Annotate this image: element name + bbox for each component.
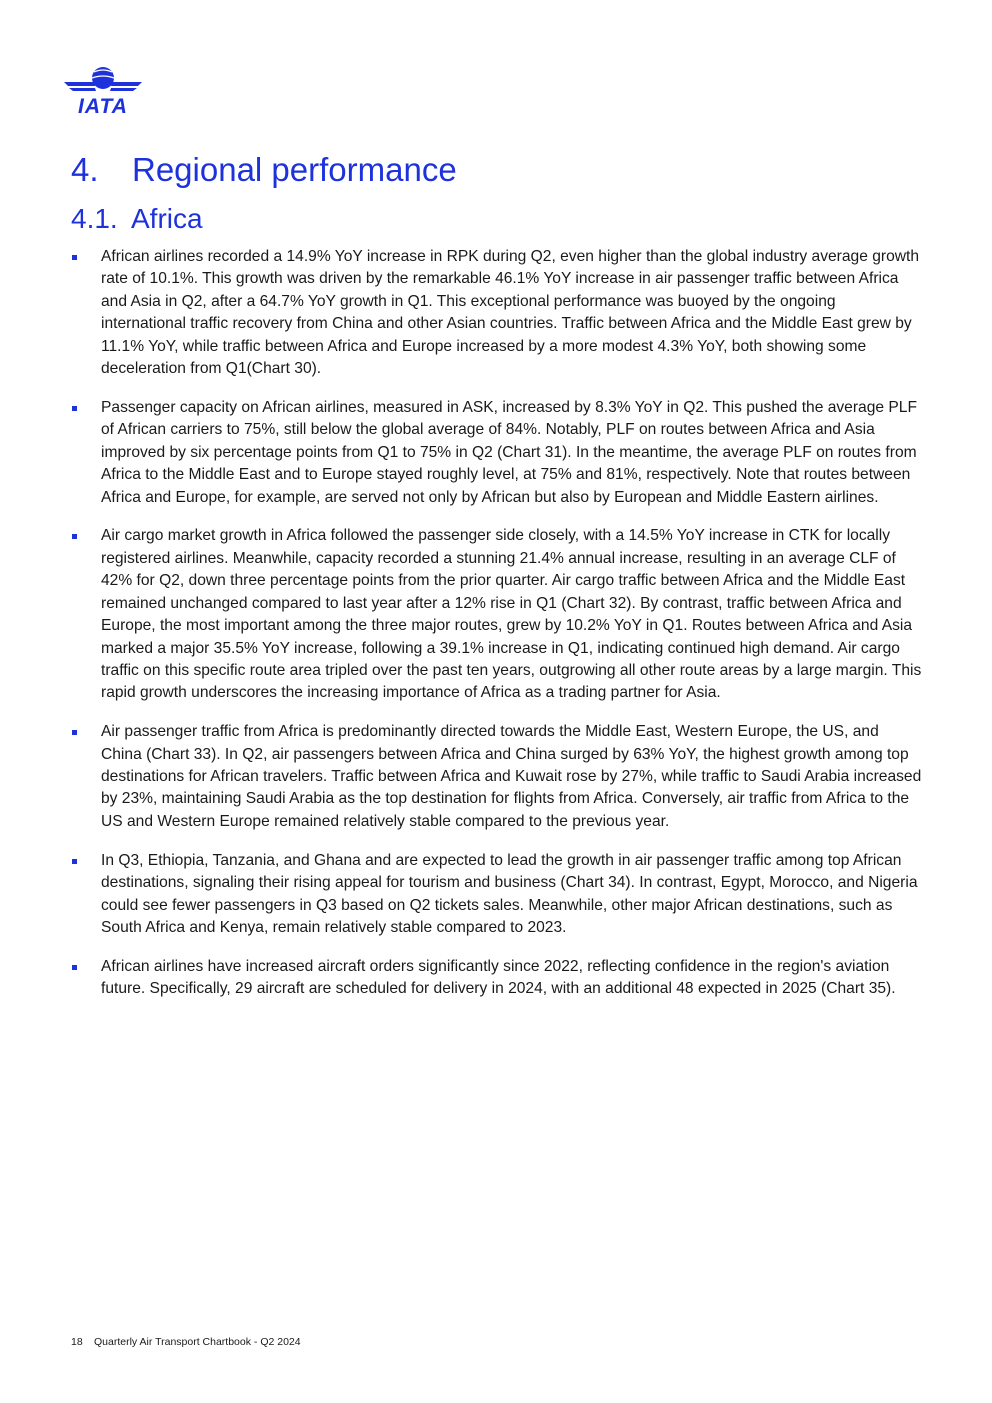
bullet-item: [71, 525, 923, 704]
bullet-list: [71, 246, 923, 1017]
iata-logo: [64, 66, 144, 116]
heading-number: 4.: [71, 151, 99, 188]
bullet-text: African airlines have increased aircraft orders significantly since 2022, reflecting confidence in the region's aviation future. Specifically, 29 aircraft are scheduled for delivery in 2024, with an additional 48 expected in 2025 (Chart 35).: [101, 957, 896, 998]
bullet-item: [71, 956, 923, 1001]
bullet-item: [71, 246, 923, 380]
bullet-text: In Q3, Ethiopia, Tanzania, and Ghana and are expected to lead the growth in air passenger traffic among top African destinations, signaling their rising appeal for tourism and business (Chart 34). In contrast, Egypt, Morocco, and Nigeria could see fewer passengers in Q3 based on Q2 tickets sales. Meanwhile, other major African destinations, such as South Africa and Kenya, remain relatively stable compared to 2023.: [101, 851, 918, 936]
bullet-marker: [72, 534, 77, 539]
bullet-marker: [72, 965, 77, 970]
bullet-text: Passenger capacity on African airlines, measured in ASK, increased by 8.3% YoY in Q2. This pushed the average PLF of African carriers to 75%, still below the global average of 84%. Notably, PLF on routes between Africa and Asia improved by six percentage points from Q1 to 75% in Q2 (Chart 31). In the meantime, the average PLF on routes from Africa to the Middle East and to Europe stayed roughly level, at 75% and 81%, respectively. Note that routes between Africa and Europe, for example, are served not only by African but also by European and Middle Eastern airlines.: [101, 398, 917, 506]
bullet-marker: [72, 255, 77, 260]
iata-logo-text: IATA: [78, 95, 128, 116]
bullet-text: Air cargo market growth in Africa followed the passenger side closely, with a 14.5% YoY increase in CTK for locally registered airlines. Meanwhile, capacity recorded a stunning 21.4% annual increase, resulting in an average CLF of 42% for Q2, down three percentage points from the prior quarter. Air cargo traffic between Africa and the Middle East remained unchanged compared to last year after a 12% rise in Q1 (Chart 32). By contrast, traffic between Africa and Europe, the most important among the three major routes, grew by 10.2% YoY in Q1. Routes between Africa and Asia marked a major 35.5% YoY increase, following a 39.1% increase in Q1, indicating continued high demand. Air cargo traffic on this specific route area tripled over the past ten years, outgrowing all other route areas by a large margin. This rapid growth underscores the increasing importance of Africa as a trading partner for Asia.: [101, 527, 922, 702]
bullet-text: Air passenger traffic from Africa is predominantly directed towards the Middle East, Western Europe, the US, and China (Chart 33). In Q2, air passengers between Africa and China surged by 63% YoY, the highest growth among top destinations for African travelers. Traffic between Africa and Kuwait rose by 27%, while traffic to Saudi Arabia increased by 23%, maintaining Saudi Arabia as the top destination for flights from Africa. Conversely, air traffic from Africa to the US and Western Europe remained relatively stable compared to the previous year.: [101, 723, 922, 830]
bullet-item: [71, 721, 923, 833]
footer-title: Quarterly Air Transport Chartbook - Q2 2024: [94, 1336, 301, 1348]
bullet-marker: [72, 859, 77, 864]
page-footer: [71, 1336, 301, 1348]
bullet-text: African airlines recorded a 14.9% YoY increase in RPK during Q2, even higher than the global industry average growth rate of 10.1%. This growth was driven by the remarkable 46.1% YoY increase in air passenger traffic between Africa and Asia in Q2, after a 64.7% YoY growth in Q1. This exceptional performance was buoyed by the ongoing international traffic recovery from China and other Asian countries. Traffic between Africa and the Middle East grew by 11.1% YoY, while traffic between Africa and Europe increased by a more modest 4.3% YoY, both showing some deceleration from Q1(Chart 30).: [101, 248, 920, 378]
bullet-marker: [72, 730, 77, 735]
page-number: 18: [71, 1336, 83, 1348]
subheading-title: Africa: [131, 203, 203, 234]
section-heading: [71, 201, 203, 237]
heading-title: Regional performance: [132, 151, 457, 188]
bullet-item: [71, 397, 923, 509]
page-heading: [71, 148, 457, 192]
bullet-marker: [72, 406, 77, 411]
subheading-number: 4.1.: [71, 203, 118, 234]
bullet-item: [71, 850, 923, 940]
